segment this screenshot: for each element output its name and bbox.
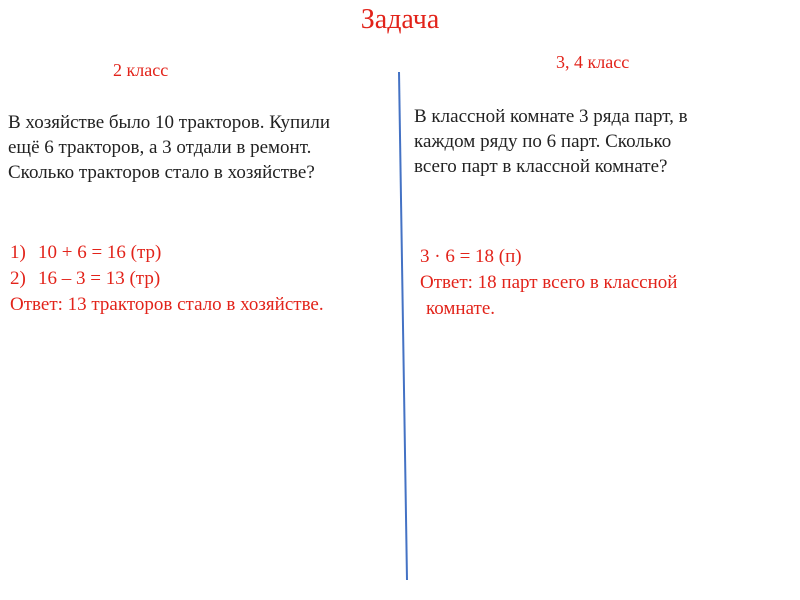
grade-2-heading: 2 класс bbox=[113, 60, 169, 80]
step-text: 16 – 3 = 13 (тр) bbox=[38, 268, 161, 289]
page-title: Задача bbox=[360, 4, 440, 35]
right-solution bbox=[420, 244, 677, 322]
solution-step bbox=[10, 240, 324, 266]
left-task bbox=[8, 110, 330, 185]
right-task-line: каждом ряду по 6 парт. Сколько bbox=[414, 131, 672, 152]
step-text: 10 + 6 = 16 (тр) bbox=[38, 242, 162, 263]
grade-3-4-heading: 3, 4 класс bbox=[556, 52, 630, 72]
left-task-line: Сколько тракторов стало в хозяйстве? bbox=[8, 162, 315, 183]
right-task bbox=[414, 104, 688, 179]
right-solution-expression: 3 · 6 = 18 (п) bbox=[420, 246, 522, 267]
right-answer-line: Ответ: 18 парт всего в классной bbox=[420, 272, 678, 293]
left-answer: Ответ: 13 тракторов стало в хозяйстве. bbox=[10, 294, 324, 315]
right-answer-line: комнате. bbox=[426, 298, 496, 319]
left-solution bbox=[10, 240, 324, 318]
column-divider bbox=[396, 72, 412, 582]
left-task-line: В хозяйстве было 10 тракторов. Купили bbox=[8, 112, 331, 133]
right-task-line: всего парт в классной комнате? bbox=[414, 156, 668, 177]
step-number: 1) bbox=[10, 242, 26, 263]
left-task-line: ещё 6 тракторов, а 3 отдали в ремонт. bbox=[8, 137, 312, 158]
right-task-line: В классной комнате 3 ряда парт, в bbox=[414, 106, 688, 127]
solution-step bbox=[10, 266, 324, 292]
step-number: 2) bbox=[10, 268, 26, 289]
